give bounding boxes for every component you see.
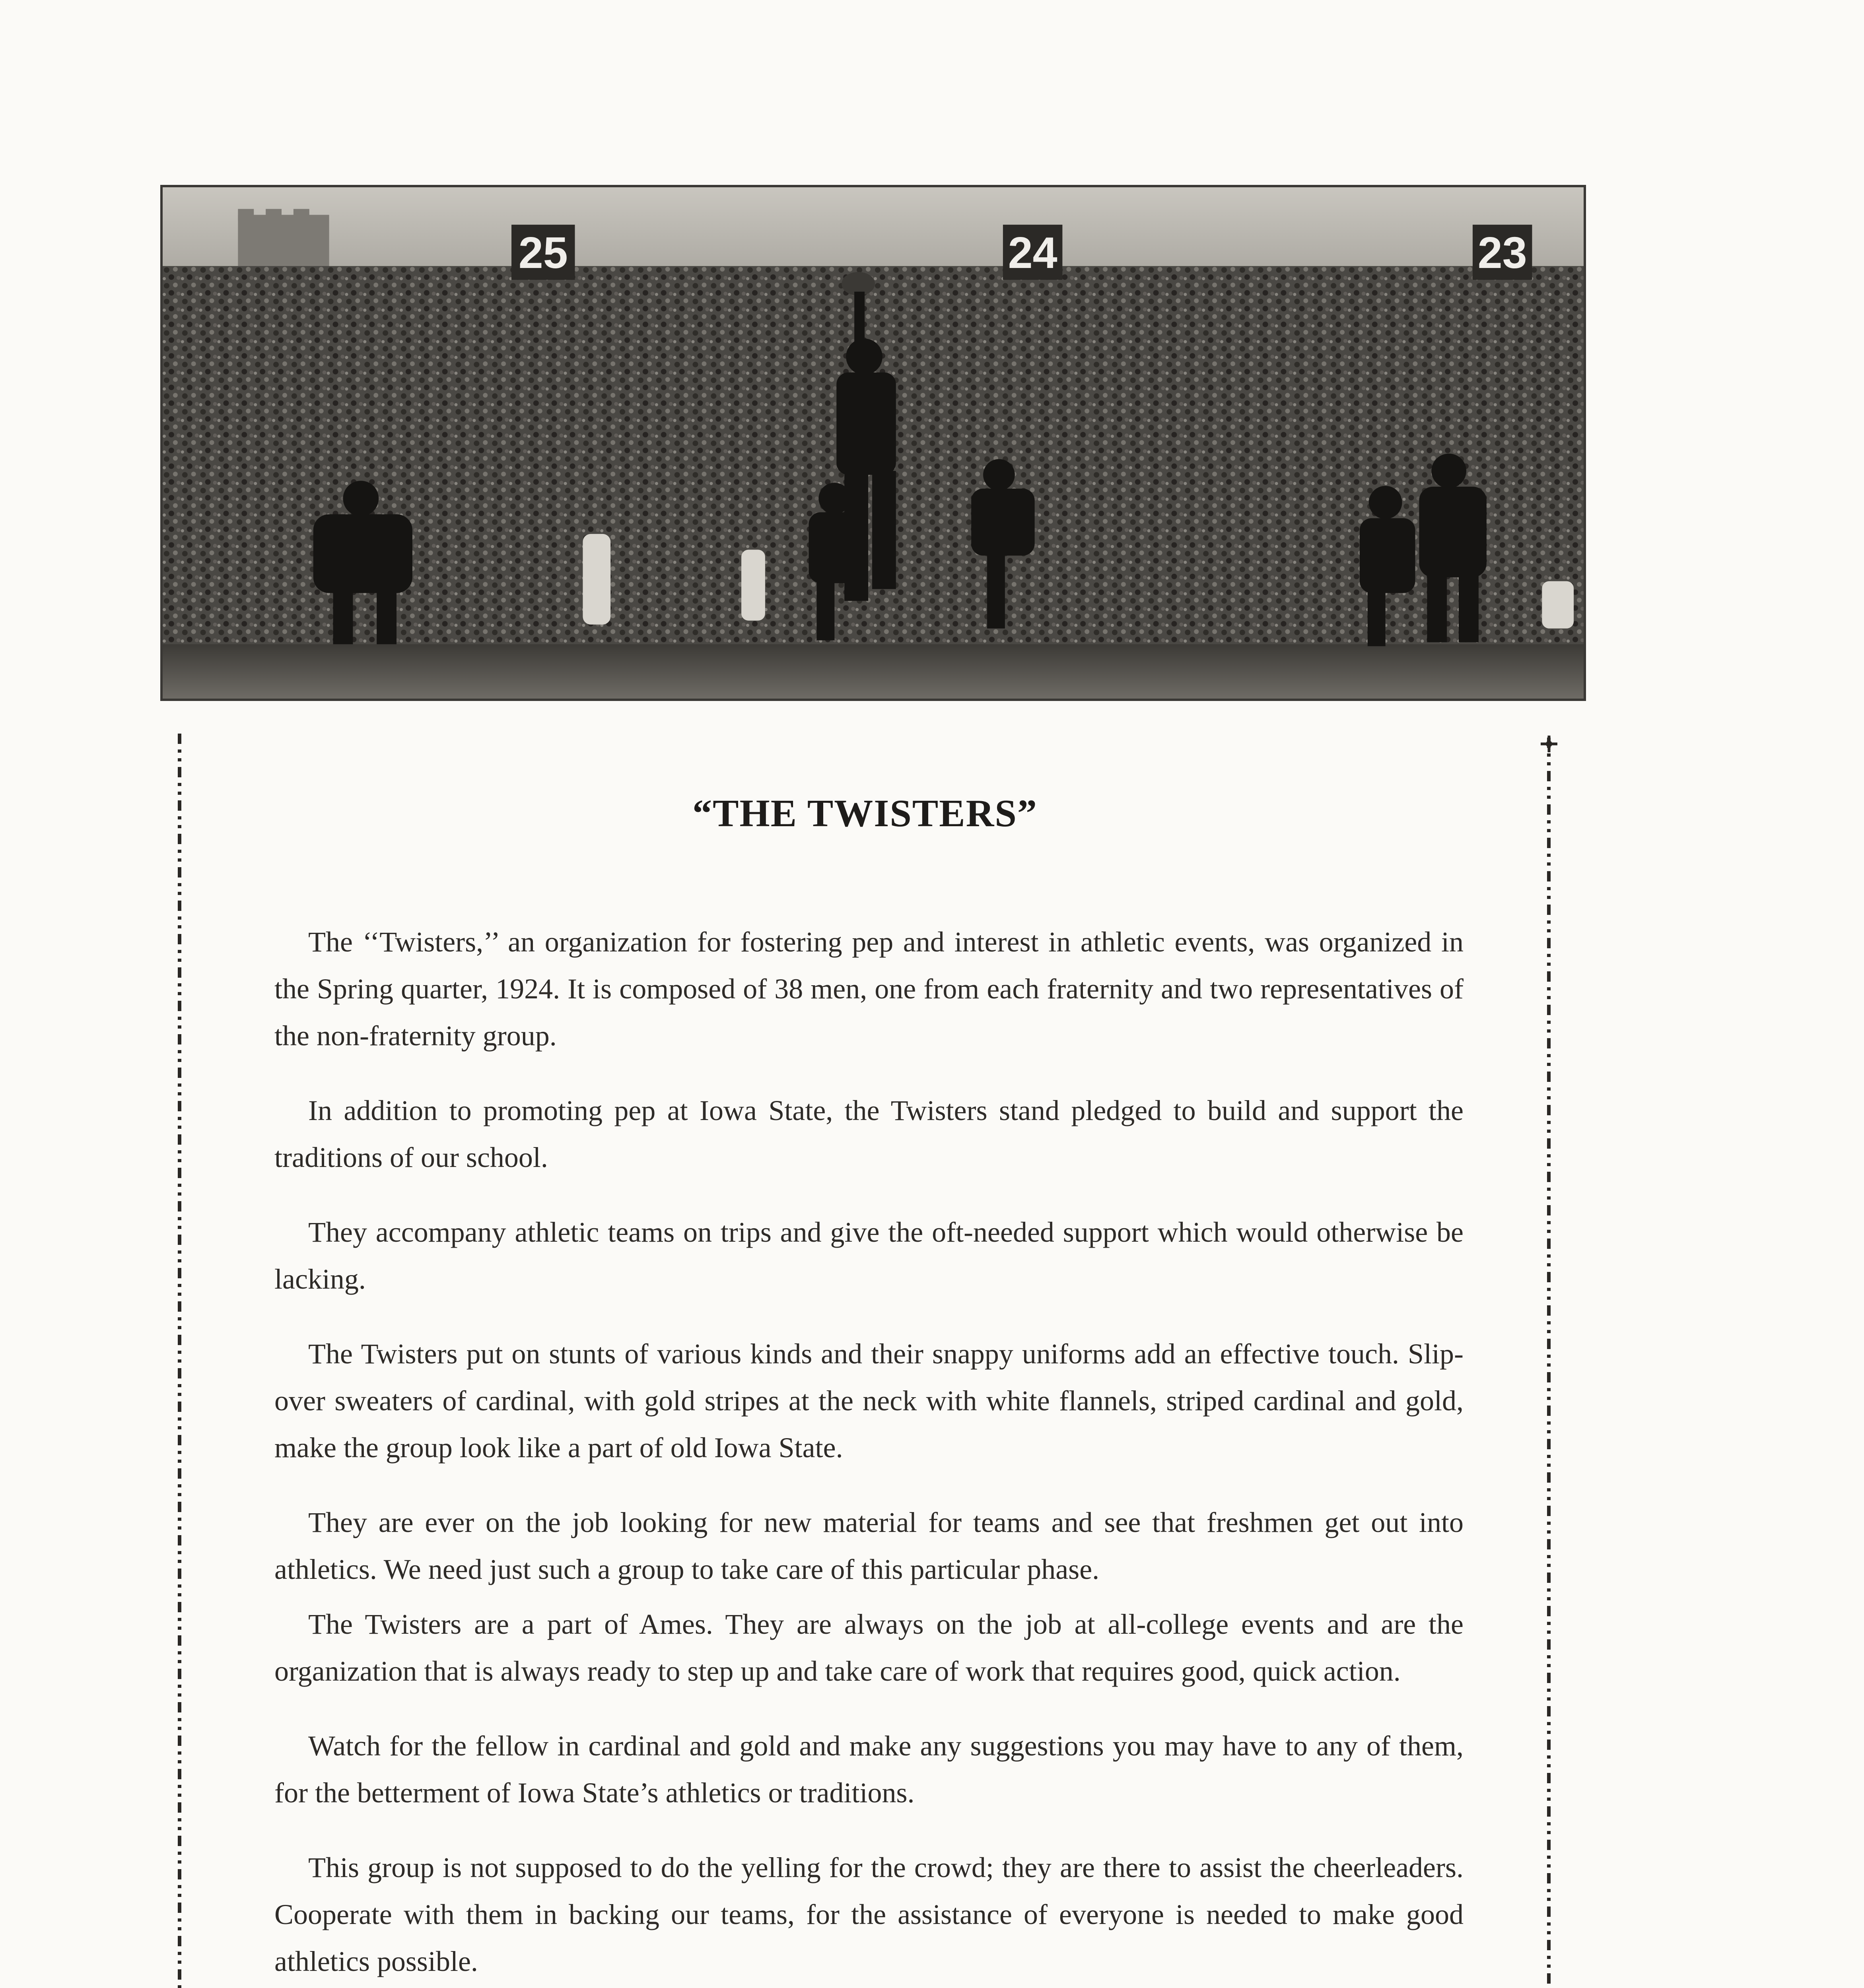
football-game-photo [160,185,1586,701]
article-paragraph: The Twisters are a part of Ames. They are always on the job at all-college events and are the organization that is always ready to step up and take care of work that requires good, quick action. [274,1608,1464,1687]
article-paragraph: They are ever on the job looking for new material for teams and see that freshmen get out into athletics. We need just such a group to take care of this particular phase. [274,1507,1464,1585]
article-paragraph: The ‘‘Twisters,’’ an organization for fostering pep and interest in athletic events, was organized in the Spring quarter, 1924. It is composed of 38 men, one from each fraternity and two representatives of the non-fraternity group. [274,926,1464,1052]
frame-left-rule [178,734,181,1988]
article-paragraph: Watch for the fellow in cardinal and gold and make any suggestions you may have to any of them, for the betterment of Iowa State’s athletics or traditions. [274,1730,1464,1809]
section-sign-25 [511,225,575,280]
article-paragraph: The Twisters put on stunts of various kinds and their snappy uniforms add an effective touch. Slip-over sweaters of cardinal, with gold stripes at the neck with white flannels, striped cardinal and gold, make the group look like a part of old Iowa State. [274,1338,1464,1464]
article-paragraph: This group is not supposed to do the yelling for the crowd; they are there to assist the cheerleaders. Cooperate with them in backing our teams, for the assistance of everyone is needed to make good athletics possible. [274,1852,1464,1977]
article-paragraph: In addition to promoting pep at Iowa State, the Twisters stand pledged to build and support the traditions of our school. [274,1095,1464,1173]
cross-ornament-icon [1540,735,1558,753]
section-sign-24 [1003,225,1062,280]
svg-text:23: 23 [1477,228,1527,278]
article-body [274,918,1464,1988]
article-title: “THE TWISTERS” [692,792,1038,835]
frame-right-rule [1547,738,1551,1988]
svg-text:25: 25 [518,228,568,278]
section-sign-23 [1473,225,1532,280]
svg-text:24: 24 [1008,228,1057,278]
article-paragraph: They accompany athletic teams on trips and give the oft-needed support which would otherwise be lacking. [274,1216,1464,1295]
